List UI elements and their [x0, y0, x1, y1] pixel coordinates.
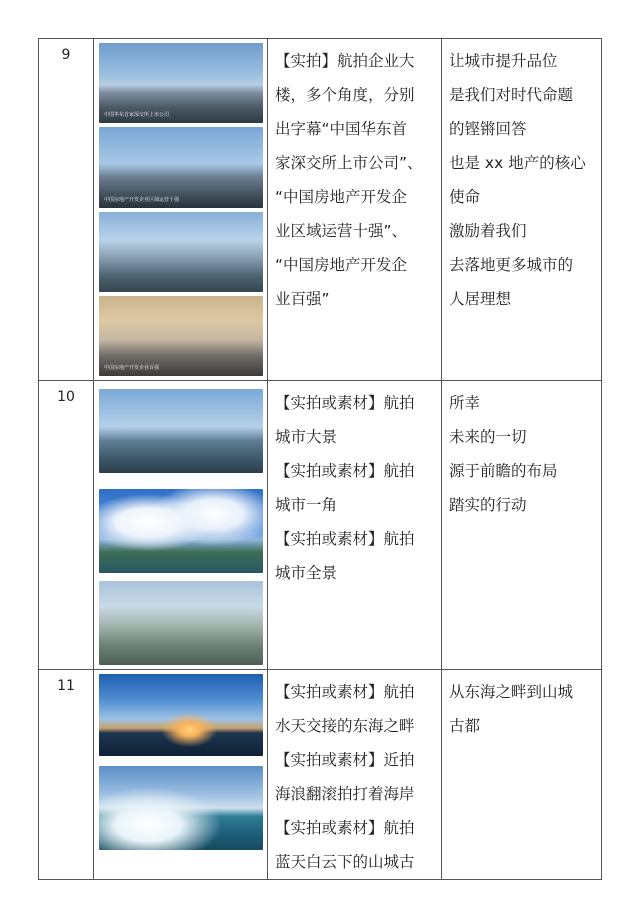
narr-line: 去落地更多城市的 [449, 256, 574, 274]
desc-line: 出字幕“中国华东首 [275, 120, 408, 138]
shot-description [268, 381, 442, 670]
narr-line: 从东海之畔到山城 [449, 683, 574, 701]
shot-description [268, 670, 442, 880]
city-skyline-photo [99, 212, 263, 292]
desc-line: 【实拍或素材】航拍 [275, 462, 415, 480]
shot-number [39, 670, 94, 880]
table-row [39, 39, 602, 381]
narr-line: 踏实的行动 [449, 496, 527, 514]
table-row [39, 670, 602, 880]
photo-caption: 中国房地产开发企业区域运营十强 [104, 197, 180, 203]
desc-line: 蓝天白云下的山城古 [275, 853, 415, 871]
shot-number-text: 10 [57, 389, 75, 405]
desc-line: “中国房地产开发企 [275, 256, 408, 274]
city-panorama-photo [99, 581, 263, 665]
desc-line: 城市全景 [275, 564, 338, 582]
desc-line: “中国房地产开发企 [275, 188, 408, 206]
desc-line: 楼，多个角度，分别 [275, 86, 415, 104]
shot-narration [442, 39, 602, 381]
desc-line: 【实拍或素材】航拍 [275, 683, 415, 701]
city-corner-photo [99, 489, 263, 573]
shot-images [94, 39, 268, 381]
shot-narration [442, 381, 602, 670]
narr-line: 源于前瞻的布局 [449, 462, 558, 480]
shot-description [268, 39, 442, 381]
narr-line: 所幸 [449, 394, 481, 412]
narr-line: 的铿锵回答 [449, 120, 527, 138]
photo-caption: 中国房地产开发企业百强 [104, 365, 160, 371]
desc-line: 【实拍或素材】航拍 [275, 819, 415, 837]
desc-line: 【实拍】航拍企业大 [275, 52, 415, 70]
waves-coast-photo [99, 766, 263, 850]
shot-number [39, 39, 94, 381]
hazy-skyline-photo [99, 296, 263, 376]
narr-line: 人居理想 [449, 290, 512, 308]
storyboard-table [38, 38, 602, 880]
shot-images [94, 670, 268, 880]
photo-caption: 中国华东首家深交所上市公司 [104, 112, 170, 118]
narr-line: 激励着我们 [449, 222, 527, 240]
shot-number-text: 9 [61, 47, 71, 63]
desc-line: 【实拍或素材】航拍 [275, 530, 415, 548]
sea-horizon-photo [99, 674, 263, 756]
narr-line: 未来的一切 [449, 428, 527, 446]
shot-narration [442, 670, 602, 880]
narr-line: 也是 xx 地产的核心 [449, 154, 586, 172]
table-row [39, 381, 602, 670]
desc-line: 【实拍或素材】航拍 [275, 394, 415, 412]
desc-line: 海浪翻滚拍打着海岸 [275, 785, 415, 803]
shot-number-text: 11 [57, 678, 75, 694]
shot-images [94, 381, 268, 670]
aerial-tower-photo [99, 43, 263, 123]
aerial-city-photo [99, 389, 263, 473]
aerial-tower-photo [99, 127, 263, 208]
narr-line: 是我们对时代命题 [449, 86, 574, 104]
desc-line: 业区域运营十强”、 [275, 222, 408, 240]
desc-line: 水天交接的东海之畔 [275, 717, 415, 735]
desc-line: 城市一角 [275, 496, 338, 514]
shot-number [39, 381, 94, 670]
desc-line: 家深交所上市公司”、 [275, 154, 423, 172]
desc-line: 城市大景 [275, 428, 338, 446]
narr-line: 古都 [449, 717, 481, 735]
desc-line: 业百强” [275, 290, 330, 308]
narr-line: 使命 [449, 188, 481, 206]
narr-line: 让城市提升品位 [449, 52, 558, 70]
desc-line: 【实拍或素材】近拍 [275, 751, 415, 769]
